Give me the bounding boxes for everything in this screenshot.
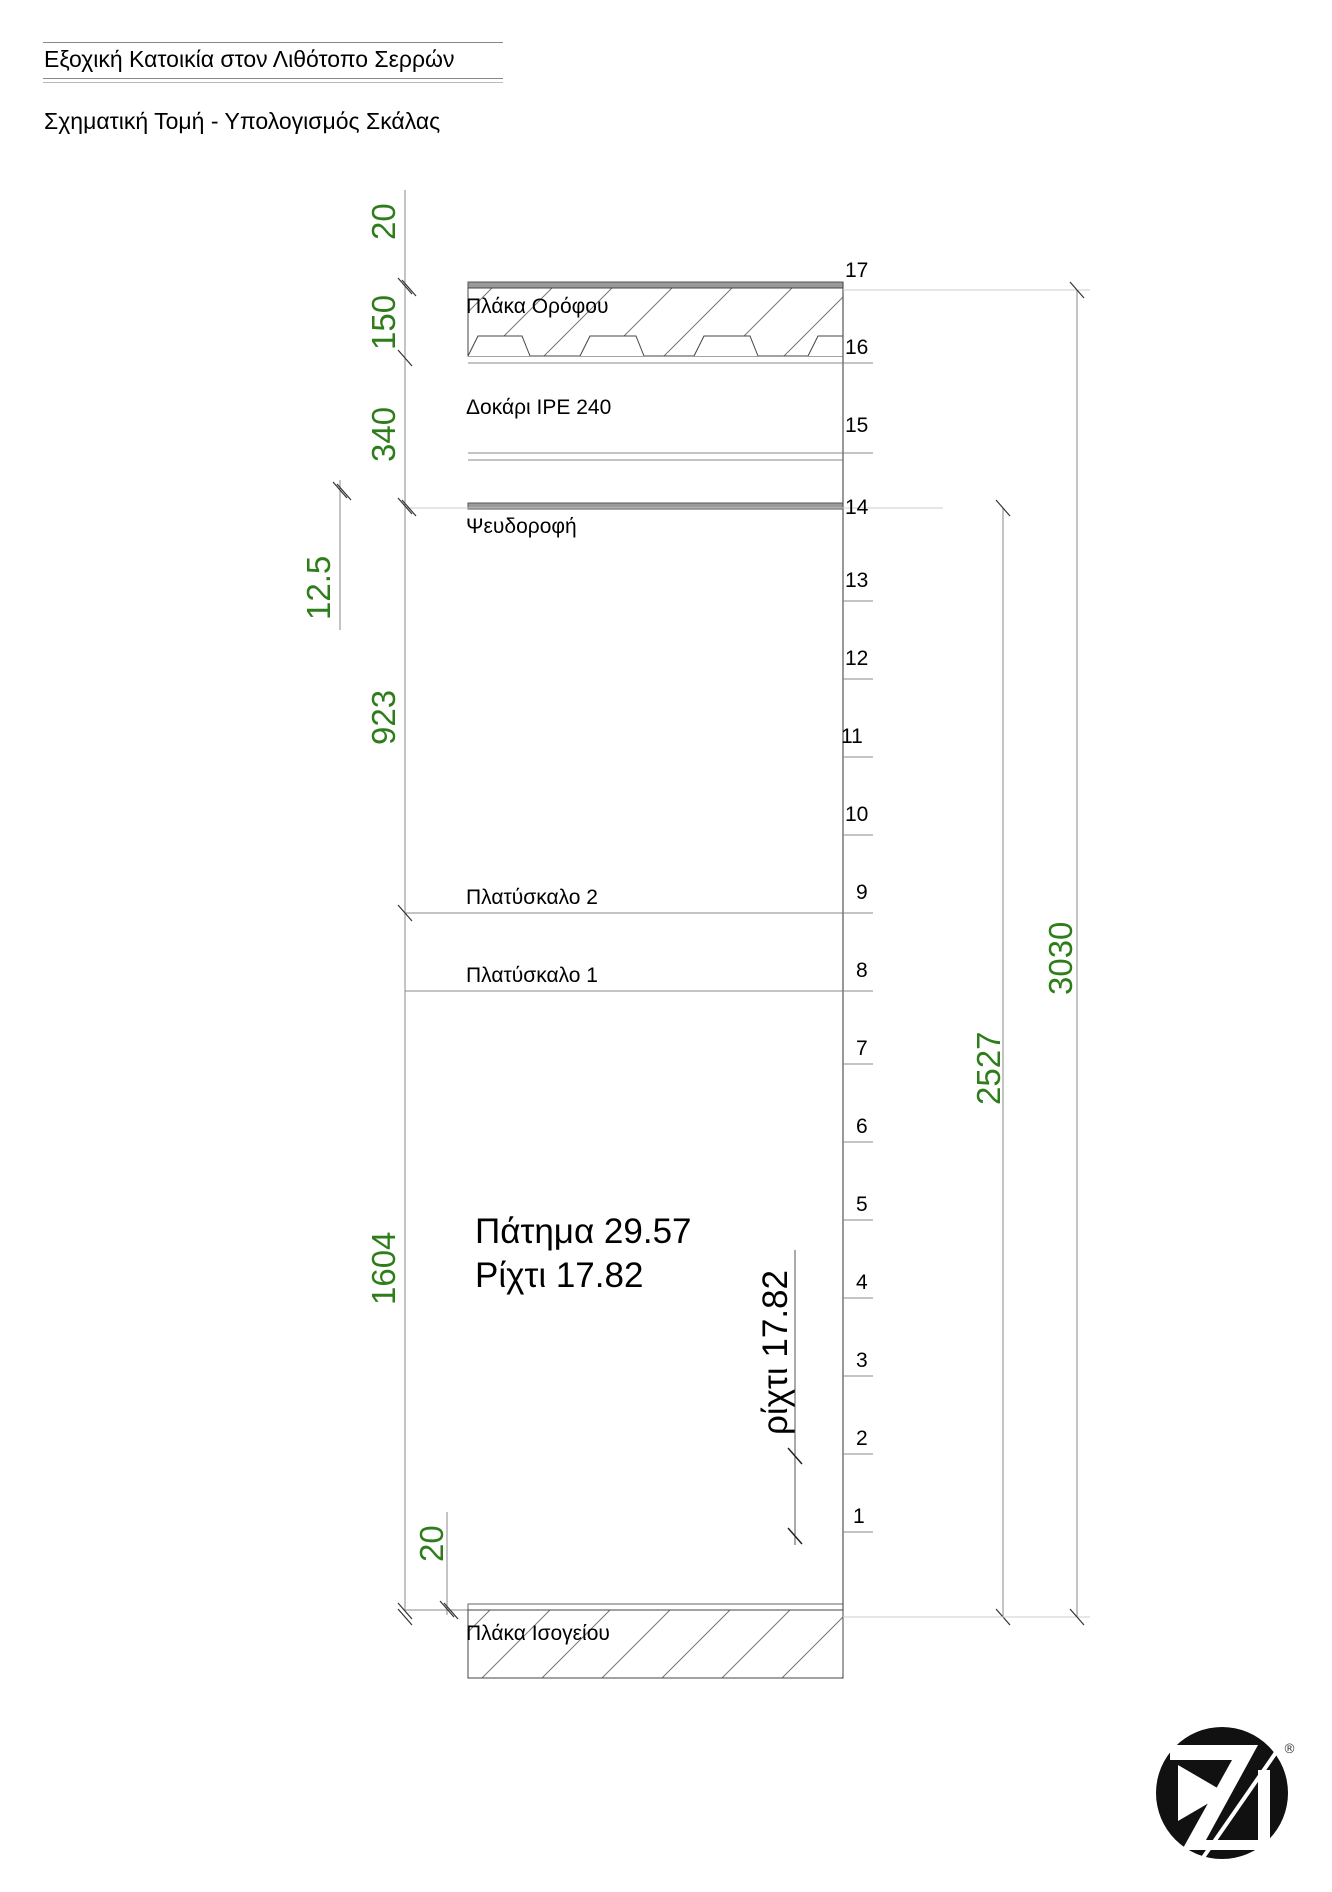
label-landing-1: Πλατύσκαλο 1 [466,964,598,987]
dim-1604: 1604 [365,1231,402,1305]
dim-2527: 2527 [970,1031,1007,1105]
step-number: 9 [856,881,868,904]
label-false-ceiling: Ψευδοροφή [466,515,577,538]
step-number: 1 [853,1505,865,1528]
step-number: 4 [856,1271,868,1294]
step-number: 3 [856,1349,868,1372]
step-number: 15 [845,414,869,437]
left-dimension-chain [340,190,943,1615]
dim-3030: 3030 [1042,921,1079,995]
label-upper-slab: Πλάκα Ορόφου [466,295,609,318]
step-number: 6 [856,1115,868,1138]
step-number: 17 [845,259,869,282]
riser-vertical-label: ρίχτι 17.82 [756,1270,795,1435]
dim-12-5: 12.5 [300,555,337,620]
label-beam: Δοκάρι IPE 240 [466,396,612,419]
project-title: Εξοχική Κατοικία στον Λιθότοπο Σερρών [44,46,455,72]
step-number: 8 [856,959,868,982]
step-number: 12 [845,647,869,670]
dimension-3030-ticks [398,282,1084,1625]
dim-923: 923 [365,689,402,745]
step-number: 7 [856,1037,868,1060]
riser-value: Ρίχτι 17.82 [475,1256,644,1295]
dim-340: 340 [365,406,402,462]
registered-mark: ® [1283,1742,1296,1757]
step-number: 10 [845,803,869,826]
dim-150: 150 [365,294,402,350]
step-number: 13 [845,569,869,592]
left-dimension-ticks [333,278,458,1619]
tread-value: Πάτημα 29.57 [475,1212,692,1251]
step-number: 14 [845,496,869,519]
step-ticks [843,290,873,1532]
dim-bottom-20: 20 [413,1525,450,1562]
drawing-subtitle: Σχηματική Τομή - Υπολογισμός Σκάλας [44,108,441,134]
step-number: 11 [841,725,863,748]
step-number: 2 [856,1427,868,1450]
label-ground-slab: Πλάκα Ισογείου [466,1622,610,1645]
beam-ipe-240 [468,453,843,460]
label-landing-2: Πλατύσκαλο 2 [466,886,598,909]
step-number: 16 [845,336,869,359]
dim-top-20: 20 [365,203,402,240]
step-number: 5 [856,1193,868,1216]
company-logo-icon [1156,1727,1288,1862]
